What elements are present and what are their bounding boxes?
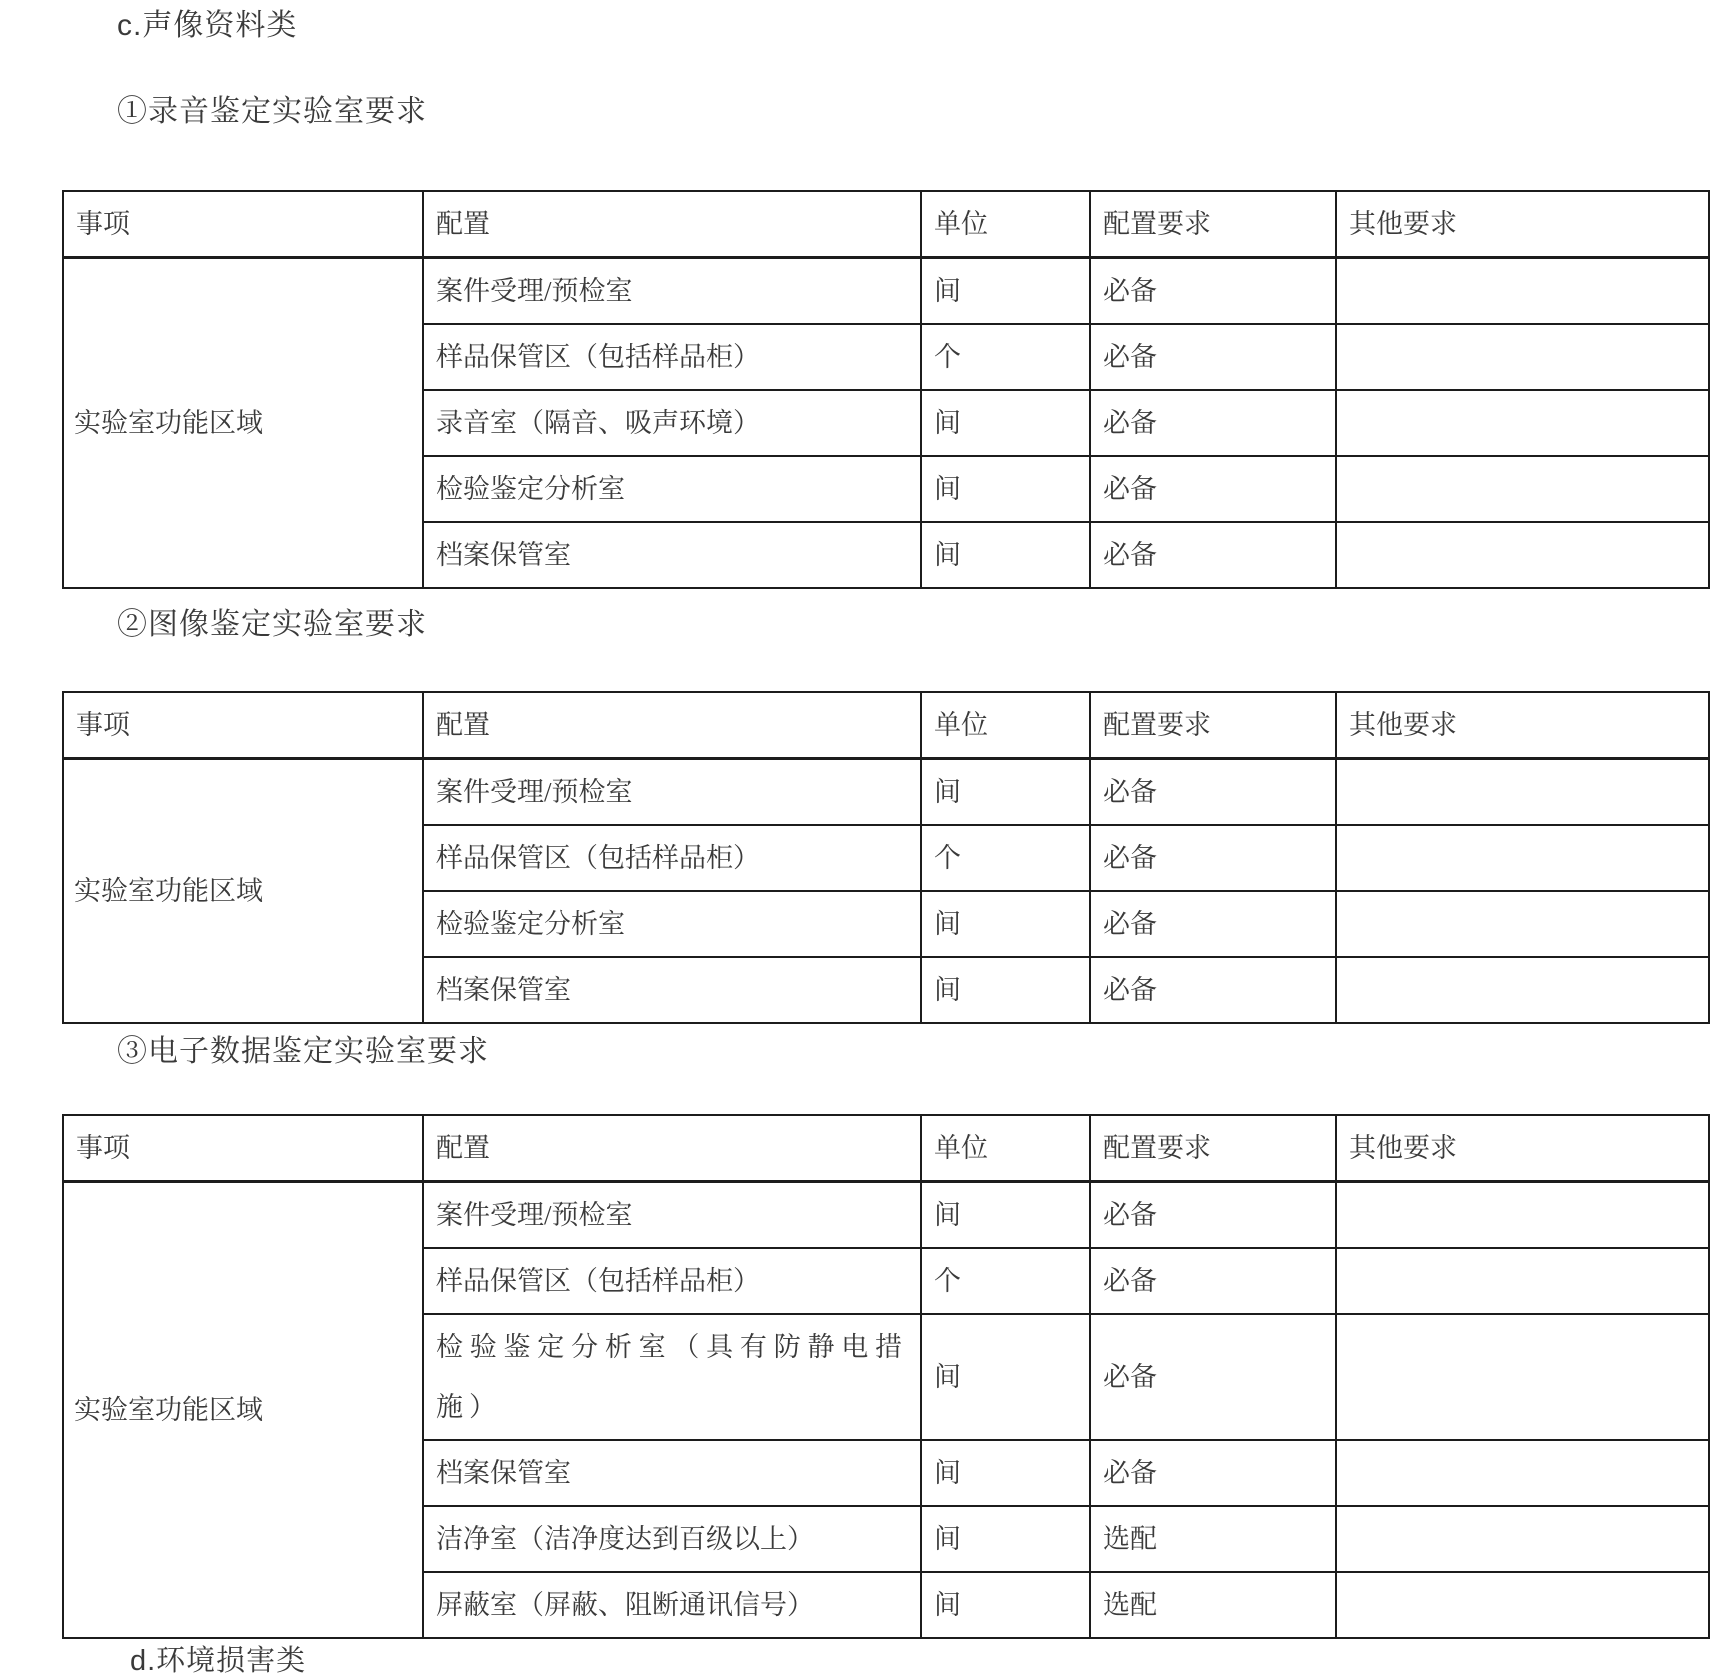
cell-requirement: 必备 <box>1090 957 1336 1023</box>
col-header-other: 其他要求 <box>1336 1115 1709 1182</box>
row-group-label: 实验室功能区域 <box>63 258 423 589</box>
cell-other <box>1336 456 1709 522</box>
table-row <box>63 1182 1709 1249</box>
table-header-row <box>63 692 1709 759</box>
cell-unit: 间 <box>921 1440 1090 1506</box>
cell-other <box>1336 258 1709 325</box>
cell-requirement: 必备 <box>1090 258 1336 325</box>
col-header-other: 其他要求 <box>1336 692 1709 759</box>
cell-requirement: 必备 <box>1090 522 1336 588</box>
row-group-label: 实验室功能区域 <box>63 759 423 1024</box>
cell-config: 录音室（隔音、吸声环境） <box>423 390 921 456</box>
cell-config: 检验鉴定分析室 <box>423 891 921 957</box>
cell-unit: 间 <box>921 390 1090 456</box>
cell-unit: 个 <box>921 324 1090 390</box>
cell-unit: 个 <box>921 825 1090 891</box>
table-recording-lab <box>62 190 1710 589</box>
col-header-item: 事项 <box>63 1115 423 1182</box>
heading-edata-lab: ③电子数据鉴定实验室要求 <box>117 1035 489 1068</box>
cell-other <box>1336 1572 1709 1638</box>
col-header-requirement: 配置要求 <box>1090 692 1336 759</box>
col-header-unit: 单位 <box>921 692 1090 759</box>
cell-config: 检验鉴定分析室 <box>423 456 921 522</box>
cell-other <box>1336 1506 1709 1572</box>
cell-other <box>1336 390 1709 456</box>
cell-requirement: 必备 <box>1090 891 1336 957</box>
cell-config: 屏蔽室（屏蔽、阻断通讯信号） <box>423 1572 921 1638</box>
cell-unit: 间 <box>921 759 1090 826</box>
cell-unit: 间 <box>921 891 1090 957</box>
cell-config: 案件受理/预检室 <box>423 258 921 325</box>
heading-image-lab: ②图像鉴定实验室要求 <box>117 608 427 641</box>
cell-other <box>1336 1248 1709 1314</box>
cell-other <box>1336 324 1709 390</box>
cell-unit: 间 <box>921 1314 1090 1440</box>
row-group-label: 实验室功能区域 <box>63 1182 423 1639</box>
col-header-requirement: 配置要求 <box>1090 1115 1336 1182</box>
cell-unit: 间 <box>921 1182 1090 1249</box>
cell-unit: 间 <box>921 1506 1090 1572</box>
cell-unit: 个 <box>921 1248 1090 1314</box>
table-header-row <box>63 1115 1709 1182</box>
cell-other <box>1336 1314 1709 1440</box>
cell-config: 档案保管室 <box>423 957 921 1023</box>
cell-config: 案件受理/预检室 <box>423 1182 921 1249</box>
col-header-requirement: 配置要求 <box>1090 191 1336 258</box>
cell-requirement: 选配 <box>1090 1506 1336 1572</box>
cell-requirement: 必备 <box>1090 759 1336 826</box>
col-header-item: 事项 <box>63 191 423 258</box>
col-header-config: 配置 <box>423 191 921 258</box>
col-header-unit: 单位 <box>921 191 1090 258</box>
cell-unit: 间 <box>921 456 1090 522</box>
col-header-other: 其他要求 <box>1336 191 1709 258</box>
cell-unit: 间 <box>921 522 1090 588</box>
cell-other <box>1336 957 1709 1023</box>
cell-other <box>1336 891 1709 957</box>
cell-requirement: 必备 <box>1090 456 1336 522</box>
col-header-config: 配置 <box>423 692 921 759</box>
table-row <box>63 258 1709 325</box>
cell-config: 样品保管区（包括样品柜） <box>423 825 921 891</box>
heading-recording-lab: ①录音鉴定实验室要求 <box>117 95 427 128</box>
cell-requirement: 必备 <box>1090 1314 1336 1440</box>
col-header-item: 事项 <box>63 692 423 759</box>
cell-requirement: 必备 <box>1090 324 1336 390</box>
section-title: c.声像资料类 <box>117 9 298 42</box>
cell-unit: 间 <box>921 258 1090 325</box>
table-edata-lab <box>62 1114 1710 1639</box>
cell-other <box>1336 522 1709 588</box>
cell-config: 样品保管区（包括样品柜） <box>423 324 921 390</box>
cell-unit: 间 <box>921 957 1090 1023</box>
cell-config: 案件受理/预检室 <box>423 759 921 826</box>
cell-unit: 间 <box>921 1572 1090 1638</box>
next-section-title-partial: d.环境损害类 <box>130 1645 307 1677</box>
cell-requirement: 必备 <box>1090 825 1336 891</box>
cell-other <box>1336 759 1709 826</box>
cell-requirement: 选配 <box>1090 1572 1336 1638</box>
cell-other <box>1336 1182 1709 1249</box>
page-content <box>62 0 1708 1676</box>
cell-config: 检验鉴定分析室（具有防静电措施） <box>423 1314 921 1440</box>
cell-requirement: 必备 <box>1090 1440 1336 1506</box>
cell-config: 档案保管室 <box>423 1440 921 1506</box>
cell-requirement: 必备 <box>1090 1182 1336 1249</box>
table-header-row <box>63 191 1709 258</box>
cell-config: 档案保管室 <box>423 522 921 588</box>
cell-config: 洁净室（洁净度达到百级以上） <box>423 1506 921 1572</box>
cell-other <box>1336 825 1709 891</box>
cell-other <box>1336 1440 1709 1506</box>
col-header-unit: 单位 <box>921 1115 1090 1182</box>
cell-config: 样品保管区（包括样品柜） <box>423 1248 921 1314</box>
table-row <box>63 759 1709 826</box>
cell-requirement: 必备 <box>1090 1248 1336 1314</box>
table-image-lab <box>62 691 1710 1024</box>
col-header-config: 配置 <box>423 1115 921 1182</box>
cell-requirement: 必备 <box>1090 390 1336 456</box>
